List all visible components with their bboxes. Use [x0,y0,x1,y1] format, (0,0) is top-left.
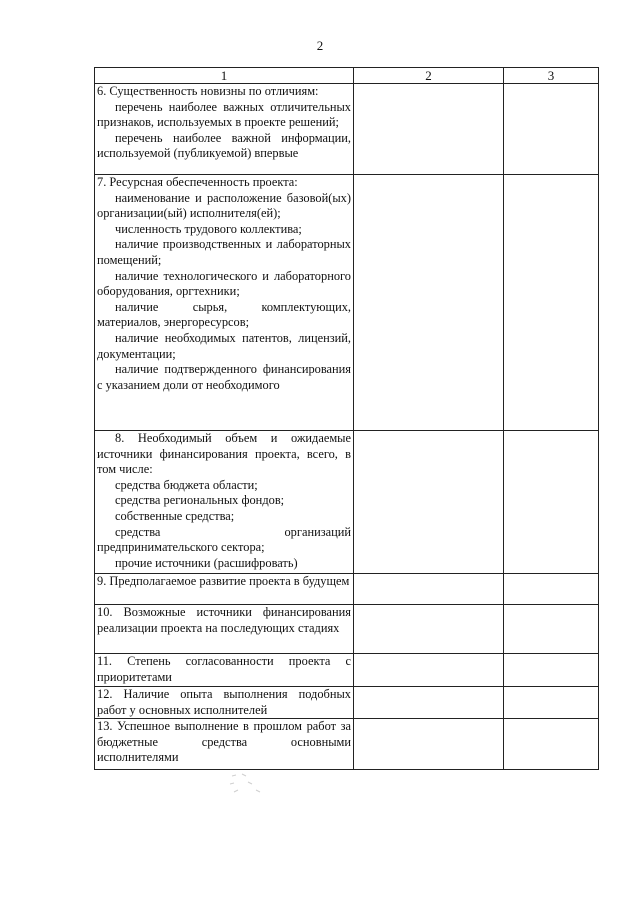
criterion-line: 13. Успешное выполнение в прошлом работ за бюджетные средства основными исполнителями [97,719,351,765]
criterion-line: 10. Возможные источники финансирования реализации проекта на последующих стадиях [97,605,351,635]
value-cell-col-2[interactable] [354,574,504,605]
value-cell-col-2[interactable] [354,605,504,654]
header-col-1: 1 [95,68,354,84]
value-cell-col-3[interactable] [504,574,599,605]
header-col-2: 2 [354,68,504,84]
value-cell-col-2[interactable] [354,654,504,687]
criterion-line: наличие подтвержденного финансирования с указанием доли от необходимого [97,362,351,392]
table-row [95,605,599,654]
criterion-line: 11. Степень согласованности проекта с приоритетами [97,654,351,684]
criterion-line: средства региональных фондов; [115,493,285,508]
value-cell-col-2[interactable] [354,719,504,770]
criterion-line: перечень наиболее важных отличительных признаков, используемых в проекте решений; [97,99,351,130]
table-row [95,719,599,770]
criterion-line: наличие сырья, комплектующих, материалов, энергоресурсов; [97,299,351,330]
value-cell-col-3[interactable] [504,719,599,770]
criterion-cell [95,84,354,175]
criterion-line: прочие источники (расшифровать) [115,555,298,570]
table-row [95,574,599,605]
table-row [95,175,599,431]
criterion-line: средства бюджета области; [115,477,258,492]
table-header-row [95,68,599,84]
criteria-table [94,67,599,770]
criterion-line: 7. Ресурсная обеспеченность проекта: [97,175,298,189]
criterion-line: 8. Необходимый объем и ожидаемые источники финансирования проекта, всего, в том числе: [97,431,351,477]
criterion-line: 6. Существенность новизны по отличиям: [97,84,319,98]
table-row [95,687,599,719]
header-col-3: 3 [504,68,599,84]
faint-mark [228,770,268,800]
criterion-line: собственные средства; [115,508,235,523]
value-cell-col-2[interactable] [354,84,504,175]
criterion-line: наличие производственных и лабораторных помещений; [97,237,351,267]
page-number: 2 [316,38,324,53]
value-cell-col-2[interactable] [354,175,504,431]
criterion-cell [95,175,354,431]
criterion-cell [95,687,354,719]
criterion-cell [95,431,354,574]
criterion-cell [95,605,354,654]
criterion-cell [95,719,354,770]
criterion-line: средства организаций предпринимательского сектора; [97,524,351,555]
value-cell-col-3[interactable] [504,605,599,654]
value-cell-col-3[interactable] [504,175,599,431]
criterion-cell [95,654,354,687]
value-cell-col-3[interactable] [504,687,599,719]
table-row [95,84,599,175]
table-row [95,654,599,687]
table-row [95,431,599,574]
criterion-line: наличие технологического и лабораторного оборудования, оргтехники; [97,268,351,299]
criterion-line: наименование и расположение базовой(ых) организации(ый) исполнителя(ей); [97,190,351,221]
value-cell-col-3[interactable] [504,654,599,687]
criterion-line: 12. Наличие опыта выполнения подобных работ у основных исполнителей [97,687,351,717]
value-cell-col-3[interactable] [504,431,599,574]
value-cell-col-2[interactable] [354,431,504,574]
value-cell-col-2[interactable] [354,687,504,719]
criterion-cell [95,574,354,605]
criterion-line: перечень наиболее важной информации, используемой (публикуемой) впервые [97,130,351,161]
criterion-line: численность трудового коллектива; [115,221,302,236]
value-cell-col-3[interactable] [504,84,599,175]
criterion-line: 9. Предполагаемое развитие проекта в будущем [97,574,350,588]
criterion-line: наличие необходимых патентов, лицензий, документации; [97,330,351,361]
